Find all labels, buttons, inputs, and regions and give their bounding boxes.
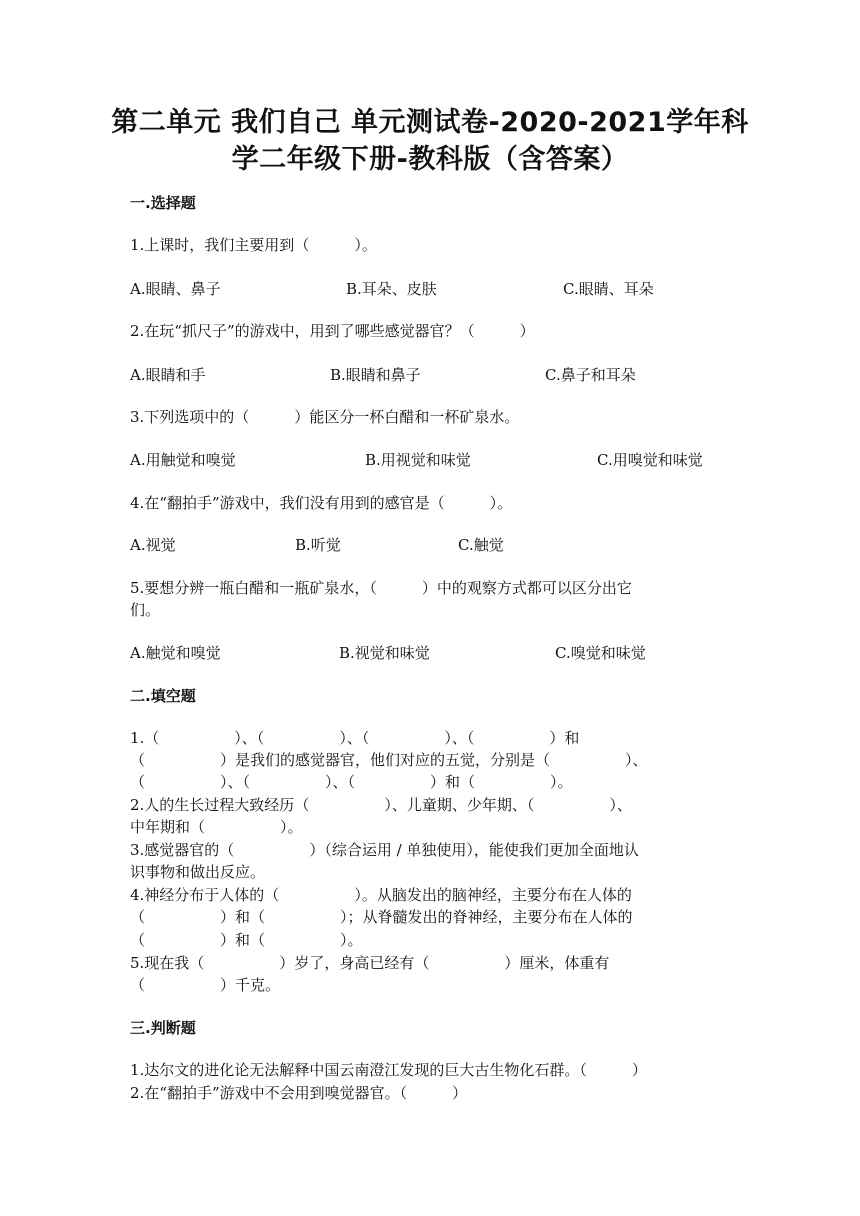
option-a: A.眼睛和手 (130, 366, 206, 384)
exam-title-line-1: 第二单元 我们自己 单元测试卷-2020-2021学年科 (111, 107, 749, 138)
option-a: A.触觉和嗅觉 (130, 644, 221, 662)
fill-line: （ ）、（ ）、（ ）和（ ）。 (130, 773, 573, 791)
question-stem: 4.在“翻拍手”游戏中，我们没有用到的感官是（ ）。 (130, 494, 513, 512)
judge-line: 1.达尔文的进化论无法解释中国云南澄江发现的巨大古生物化石群。（ ） (130, 1061, 647, 1079)
option-a: A.用触觉和嗅觉 (130, 451, 236, 469)
option-b: B.听觉 (295, 536, 341, 554)
option-c: C.眼睛、耳朵 (563, 280, 654, 298)
question-stem: 5.要想分辨一瓶白醋和一瓶矿泉水，（ ）中的观察方式都可以区分出它 (130, 579, 632, 597)
option-b: B.眼睛和鼻子 (330, 366, 421, 384)
option-c: C.触觉 (458, 536, 504, 554)
fill-line: （ ）和（ ）。 (130, 931, 363, 949)
question-stem: 1.上课时，我们主要用到（ ）。 (130, 236, 377, 254)
fill-line: （ ）和（ ）；从脊髓发出的脊神经，主要分布在人体的 (130, 908, 633, 926)
fill-line: 1.（ ）、（ ）、（ ）、（ ）和 (130, 729, 580, 747)
section-heading-fill: 二.填空题 (130, 687, 196, 705)
fill-line: （ ）是我们的感觉器官，他们对应的五觉，分别是（ ）、 (130, 751, 648, 769)
option-b: B.用视觉和味觉 (365, 451, 471, 469)
fill-line: 识事物和做出反应。 (130, 863, 266, 881)
question-stem-continued: 们。 (130, 601, 161, 619)
option-a: A.眼睛、鼻子 (130, 280, 221, 298)
judge-line: 2.在“翻拍手”游戏中不会用到嗅觉器官。（ ） (130, 1084, 468, 1102)
fill-line: 2.人的生长过程大致经历（ ）、儿童期、少年期、（ ）、 (130, 796, 632, 814)
fill-line: 4.神经分布于人体的（ ）。从脑发出的脑神经，主要分布在人体的 (130, 886, 632, 904)
option-c: C.用嗅觉和味觉 (597, 451, 703, 469)
section-heading-judge: 三.判断题 (130, 1019, 196, 1037)
option-a: A.视觉 (130, 536, 176, 554)
option-c: C.鼻子和耳朵 (545, 366, 636, 384)
option-b: B.视觉和味觉 (339, 644, 430, 662)
fill-line: 3.感觉器官的（ ）（综合运用 / 单独使用），能使我们更加全面地认 (130, 841, 639, 859)
question-stem: 3.下列选项中的（ ）能区分一杯白醋和一杯矿泉水。 (130, 408, 520, 426)
fill-line: 5.现在我（ ）岁了，身高已经有（ ）厘米，体重有 (130, 954, 610, 972)
exam-title-line-2: 学二年级下册-教科版（含答案） (231, 144, 629, 175)
fill-line: （ ）千克。 (130, 976, 281, 994)
question-stem: 2.在玩“抓尺子”的游戏中，用到了哪些感觉器官？（ ） (130, 322, 535, 340)
fill-line: 中年期和（ ）。 (130, 818, 303, 836)
section-heading-choice: 一.选择题 (130, 194, 196, 212)
option-b: B.耳朵、皮肤 (346, 280, 437, 298)
option-c: C.嗅觉和味觉 (555, 644, 646, 662)
